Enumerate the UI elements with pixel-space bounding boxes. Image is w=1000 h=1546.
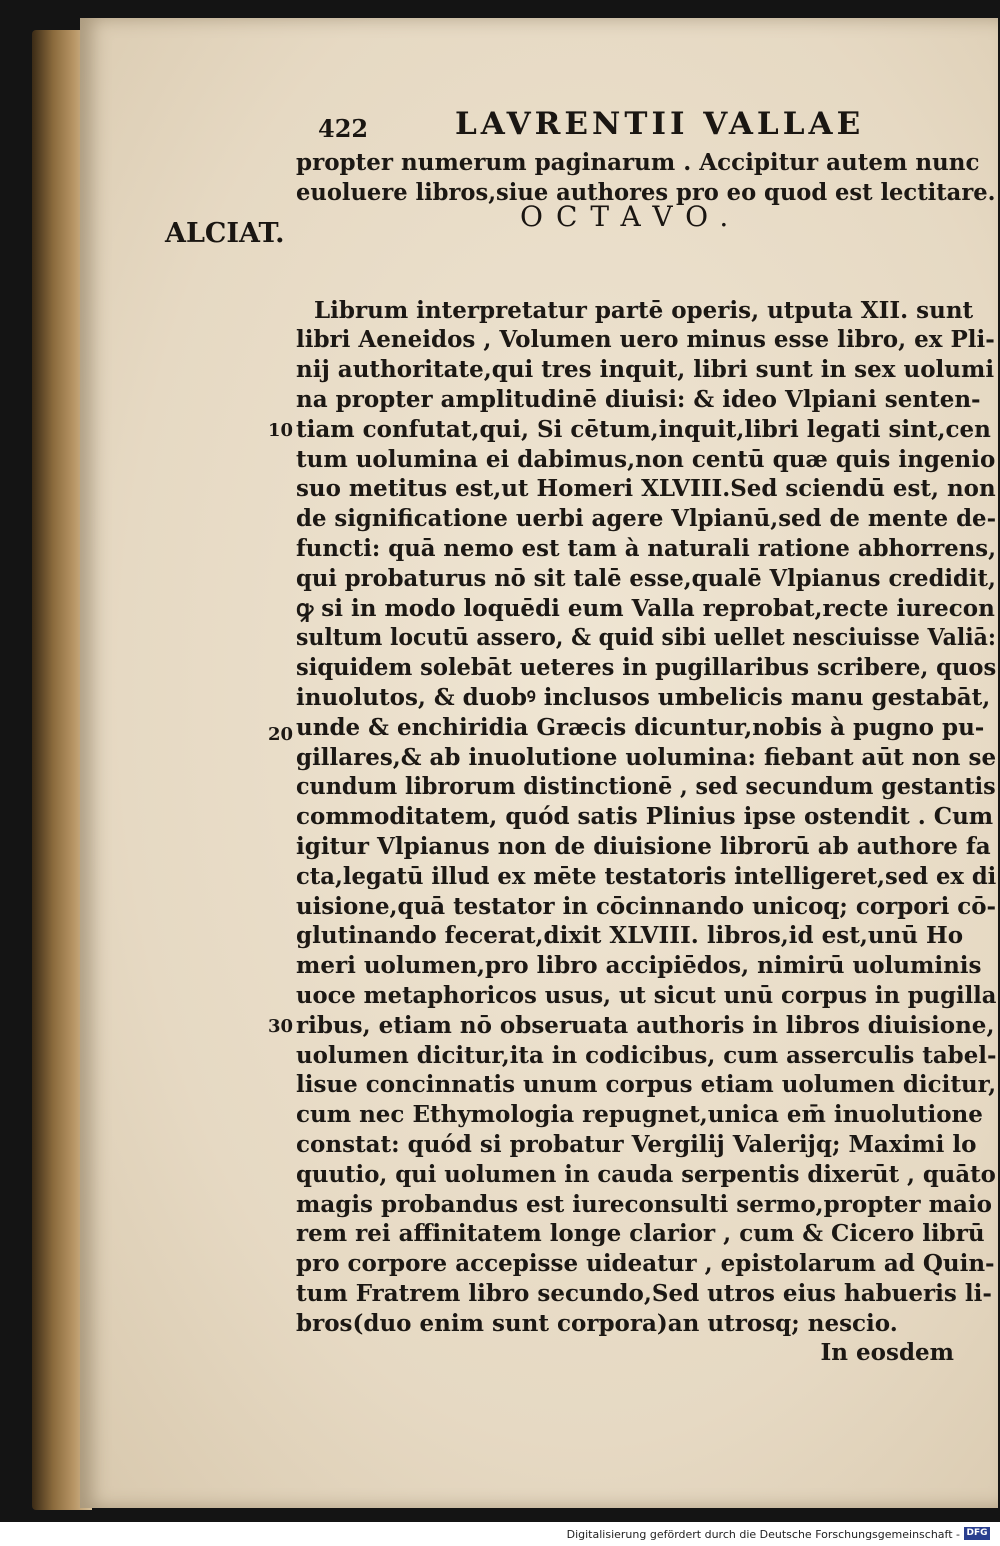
text-line: pro corpore accepisse uideatur , epistolarum ad Quin- — [296, 1250, 995, 1278]
line-number-20: 20 — [268, 724, 294, 745]
text-line: inuolutos, & duobꝰ inclusos umbelicis manu gestabāt, — [296, 683, 991, 711]
page-header — [0, 106, 1000, 146]
text-line: propter numerum paginarum . Accipitur autem nunc — [296, 149, 980, 176]
text-line: na propter amplitudinē diuisi: & ideo Vlpiani senten- — [296, 385, 981, 413]
text-line: unde & enchiridia Græcis dicuntur,nobis à pugno pu- — [296, 713, 985, 741]
text-line: qui probaturus nō sit talē esse,qualē Vlpianus credidit, — [296, 564, 996, 592]
text-line: magis probandus est iureconsulti sermo,propter maio — [296, 1190, 992, 1218]
catchword: In eosdem — [820, 1339, 954, 1367]
text-line: igitur Vlpianus non de diuisione librorū ab authore fa — [296, 832, 991, 860]
text-line: ꝙ si in modo loquēdi eum Valla reprobat,recte iurecon — [296, 594, 995, 622]
line-number-30: 30 — [268, 1016, 294, 1037]
line-number-10: 10 — [268, 420, 294, 441]
dfg-logo: DFG — [964, 1527, 990, 1540]
text-line: sultum locutū assero, & quid sibi uellet nesciuisse Valiā: — [296, 624, 997, 652]
text-line: bros(duo enim sunt corpora)an utrosq; nescio. — [296, 1309, 898, 1337]
footer-bar — [0, 1522, 1000, 1546]
text-line: gillares,& ab inuolutione uolumina: fiebant aūt non se — [296, 743, 997, 771]
text-line: ribus, etiam nō obseruata authoris in libros diuisione, — [296, 1011, 995, 1039]
text-line: euoluere libros,siue authores pro eo quod est lectitare. — [296, 178, 996, 206]
text-line: tum uolumina ei dabimus,non centū quæ quis ingenio — [296, 445, 996, 473]
text-line: uolumen dicitur,ita in codicibus, cum asserculis tabel- — [296, 1041, 997, 1069]
body-text — [296, 148, 996, 1368]
text-line: cundum librorum distinctionē , sed secundum gestantis — [296, 773, 996, 801]
text-line: nij authoritate,qui tres inquit, libri sunt in sex uolumi — [296, 356, 995, 384]
text-line: cum nec Ethymologia repugnet,unica em̄ inuolutione — [296, 1101, 983, 1129]
text-line: tiam confutat,qui, Si cētum,inquit,libri legati sint,cen — [296, 415, 991, 443]
text-line: constat: quód si probatur Vergilij Valerijq; Maximi lo — [296, 1130, 977, 1158]
running-title: LAVRENTII VALLAE — [455, 106, 865, 142]
text-line: lisue concinnatis unum corpus etiam uolumen dicitur, — [296, 1071, 997, 1099]
text-line: commoditatem, quód satis Plinius ipse ostendit . Cum — [296, 803, 994, 831]
text-line: siquidem solebāt ueteres in pugillaribus scribere, quos — [296, 654, 997, 682]
text-line: uisione,quā testator in cōcinnando unicoq; corpori cō- — [296, 892, 997, 920]
text-line: de significatione uerbi agere Vlpianū,sed de mente de- — [296, 505, 997, 533]
text-line: Librum interpretatur partē operis, utputa XII. sunt — [314, 296, 974, 324]
text-line: rem rei affinitatem longe clarior , cum & Cicero librū — [296, 1220, 985, 1248]
funding-note: Digitalisierung gefördert durch die Deutsche Forschungsgemeinschaft - — [566, 1528, 960, 1541]
text-line: uoce metaphoricos usus, ut sicut unū corpus in pugilla — [296, 981, 997, 1009]
text-line: glutinando fecerat,dixit XLVIII. libros,id est,unū Ho — [296, 922, 964, 950]
text-line: meri uolumen,pro libro accipiēdos, nimirū uoluminis — [296, 952, 982, 980]
text-line: cta,legatū illud ex mēte testatoris intelligeret,sed ex di — [296, 862, 997, 890]
text-line: quutio, qui uolumen in cauda serpentis dixerūt , quāto — [296, 1160, 996, 1188]
text-line: suo metitus est,ut Homeri XLVIII.Sed sciendū est, non — [296, 475, 996, 503]
section-heading: OCTAVO. — [520, 200, 742, 233]
text-line: functi: quā nemo est tam à naturali ratione abhorrens, — [296, 534, 997, 562]
page-number: 422 — [318, 114, 369, 143]
text-line — [296, 208, 996, 296]
margin-label: ALCIAT. — [165, 218, 285, 249]
text-line: tum Fratrem libro secundo,Sed utros eius habueris li- — [296, 1279, 992, 1307]
text-line: libri Aeneidos , Volumen uero minus esse libro, ex Pli- — [296, 326, 995, 354]
